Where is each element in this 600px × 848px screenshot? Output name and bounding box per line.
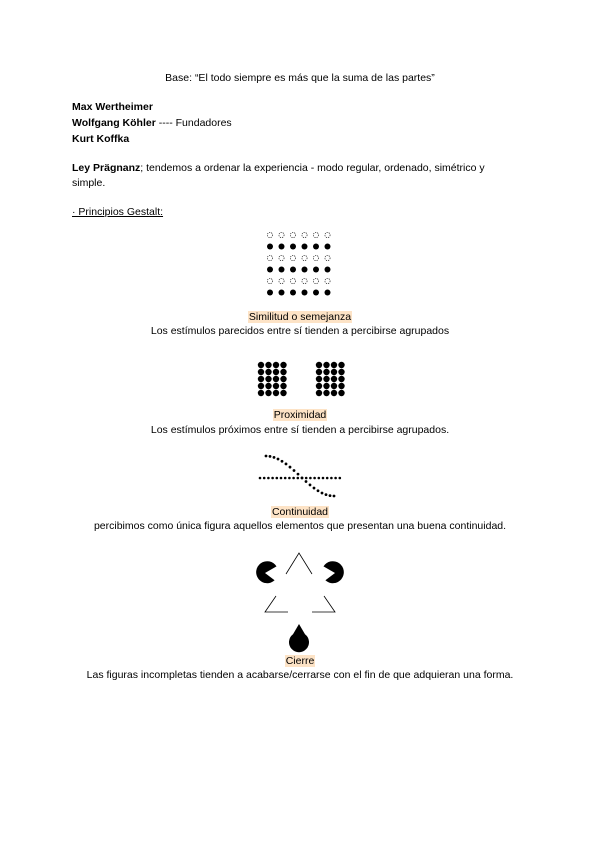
cluster-dot — [323, 390, 329, 396]
filled-dot — [313, 267, 319, 273]
principle-closure-description: Las figuras incompletas tienden a acabarse/cerrarse con el fin de que adquieran una forma. — [86, 669, 514, 681]
cluster-dot — [273, 369, 279, 375]
curve-dot — [297, 473, 300, 476]
line-dot — [297, 477, 300, 480]
filled-dot — [267, 244, 273, 250]
filled-dot — [290, 290, 296, 296]
closure-triangle-left — [265, 596, 288, 612]
hollow-dot — [302, 278, 307, 283]
cluster-dot — [258, 362, 264, 368]
hollow-dot — [302, 232, 307, 237]
line-dot — [263, 477, 266, 480]
curve-dot — [265, 455, 268, 458]
law-text-continued: simple. — [72, 177, 106, 189]
founders-label: ---- Fundadores — [155, 117, 232, 129]
curve-dot — [329, 494, 332, 497]
cluster-dot — [338, 369, 344, 375]
closure-kanizsa-triangle-figure — [255, 551, 347, 647]
hollow-dot — [290, 255, 295, 260]
curve-dot — [333, 495, 336, 498]
line-dot — [334, 477, 337, 480]
hollow-dot — [325, 232, 330, 237]
filled-dot — [313, 244, 319, 250]
cluster-dot — [273, 383, 279, 389]
cluster-dot — [323, 383, 329, 389]
line-dot — [330, 477, 333, 480]
filled-dot — [325, 290, 331, 296]
cluster-dot — [323, 376, 329, 382]
cluster-dot — [338, 362, 344, 368]
hollow-dot — [313, 278, 318, 283]
law-text: ; tendemos a ordenar la experiencia - modo regular, ordenado, simétrico y — [140, 162, 485, 174]
hollow-dot — [279, 232, 284, 237]
closure-pacman-right — [324, 561, 344, 583]
hollow-dot — [325, 278, 330, 283]
cluster-dot — [265, 369, 271, 375]
similarity-dot-grid-figure — [264, 230, 334, 298]
cluster-dot — [331, 383, 337, 389]
line-dot — [288, 477, 291, 480]
cluster-dot — [323, 369, 329, 375]
filled-dot — [313, 290, 319, 296]
filled-dot — [302, 290, 308, 296]
filled-dot — [279, 290, 285, 296]
cluster-dot — [280, 390, 286, 396]
filled-dot — [279, 244, 285, 250]
cluster-dot — [280, 383, 286, 389]
hollow-dot — [267, 278, 272, 283]
cluster-dot — [331, 376, 337, 382]
filled-dot — [267, 267, 273, 273]
filled-dot — [302, 244, 308, 250]
cluster-dot — [280, 376, 286, 382]
founder-wertheimer: Max Wertheimer — [72, 101, 153, 113]
curve-dot — [281, 460, 284, 463]
curve-dot — [317, 489, 320, 492]
founder-kohler: Wolfgang Köhler ---- Fundadores — [72, 117, 232, 129]
cluster-dot — [273, 362, 279, 368]
line-dot — [326, 477, 329, 480]
hollow-dot — [279, 278, 284, 283]
continuity-dotted-lines-figure — [258, 452, 344, 500]
filled-dot — [290, 267, 296, 273]
cluster-dot — [273, 376, 279, 382]
cluster-dot — [316, 390, 322, 396]
filled-dot — [279, 267, 285, 273]
line-dot — [259, 477, 262, 480]
line-dot — [267, 477, 270, 480]
hollow-dot — [267, 255, 272, 260]
principle-continuity-description: percibimos como única figura aquellos elementos que presentan una buena continuidad. — [93, 520, 507, 532]
hollow-dot — [290, 278, 295, 283]
principle-similarity-title: Similitud o semejanza — [248, 311, 352, 323]
cluster-dot — [265, 362, 271, 368]
line-dot — [318, 477, 321, 480]
principle-closure-title: Cierre — [285, 655, 315, 667]
cluster-dot — [316, 383, 322, 389]
line-dot — [305, 477, 308, 480]
cluster-dot — [265, 376, 271, 382]
law-pragnanz — [72, 162, 485, 174]
curve-dot — [301, 476, 304, 479]
line-dot — [309, 477, 312, 480]
filled-dot — [325, 244, 331, 250]
line-dot — [322, 477, 325, 480]
cluster-dot — [265, 383, 271, 389]
filled-dot — [267, 290, 273, 296]
curve-dot — [321, 492, 324, 495]
cluster-dot — [316, 376, 322, 382]
cluster-dot — [258, 383, 264, 389]
line-dot — [271, 477, 274, 480]
closure-triangle-top — [286, 553, 312, 574]
closure-pacman-left — [256, 561, 276, 583]
hollow-dot — [267, 232, 272, 237]
line-dot — [276, 477, 279, 480]
cluster-dot — [265, 390, 271, 396]
cluster-dot — [280, 362, 286, 368]
cluster-dot — [258, 369, 264, 375]
curve-dot — [313, 487, 316, 490]
hollow-dot — [325, 255, 330, 260]
cluster-dot — [323, 362, 329, 368]
cluster-dot — [331, 390, 337, 396]
cluster-dot — [280, 369, 286, 375]
hollow-dot — [313, 255, 318, 260]
line-dot — [284, 477, 287, 480]
hollow-dot — [313, 232, 318, 237]
curve-dot — [269, 455, 272, 458]
closure-pacman-bottom — [289, 624, 309, 652]
principle-proximity-title: Proximidad — [273, 409, 327, 421]
curve-dot — [289, 466, 292, 469]
hollow-dot — [279, 255, 284, 260]
line-dot — [292, 477, 295, 480]
principle-proximity-description: Los estímulos próximos entre sí tienden a percibirse agrupados. — [150, 424, 450, 436]
cluster-dot — [316, 369, 322, 375]
cluster-dot — [331, 369, 337, 375]
proximity-dot-clusters-figure — [256, 361, 348, 397]
principle-similarity-description: Los estímulos parecidos entre sí tienden a percibirse agrupados — [150, 325, 450, 337]
cluster-dot — [338, 383, 344, 389]
curve-dot — [273, 456, 276, 459]
filled-dot — [290, 244, 296, 250]
line-dot — [313, 477, 316, 480]
law-term: Ley Prägnanz — [72, 162, 141, 174]
cluster-dot — [273, 390, 279, 396]
cluster-dot — [316, 362, 322, 368]
principles-heading: · Principios Gestalt: — [72, 206, 164, 218]
cluster-dot — [258, 390, 264, 396]
curve-dot — [305, 480, 308, 483]
curve-dot — [309, 484, 312, 487]
closure-triangle-right — [312, 596, 335, 612]
principle-continuity-title: Continuidad — [271, 506, 329, 518]
hollow-dot — [290, 232, 295, 237]
cluster-dot — [258, 376, 264, 382]
curve-dot — [285, 463, 288, 466]
cluster-dot — [338, 376, 344, 382]
curve-dot — [293, 469, 296, 472]
curve-dot — [325, 493, 328, 496]
hollow-dot — [302, 255, 307, 260]
filled-dot — [302, 267, 308, 273]
founder-koffka: Kurt Koffka — [72, 133, 130, 145]
cluster-dot — [338, 390, 344, 396]
line-dot — [280, 477, 283, 480]
line-dot — [339, 477, 342, 480]
curve-dot — [277, 458, 280, 461]
cluster-dot — [331, 362, 337, 368]
filled-dot — [325, 267, 331, 273]
base-quote: Base: “El todo siempre es más que la suma de las partes” — [165, 72, 435, 84]
